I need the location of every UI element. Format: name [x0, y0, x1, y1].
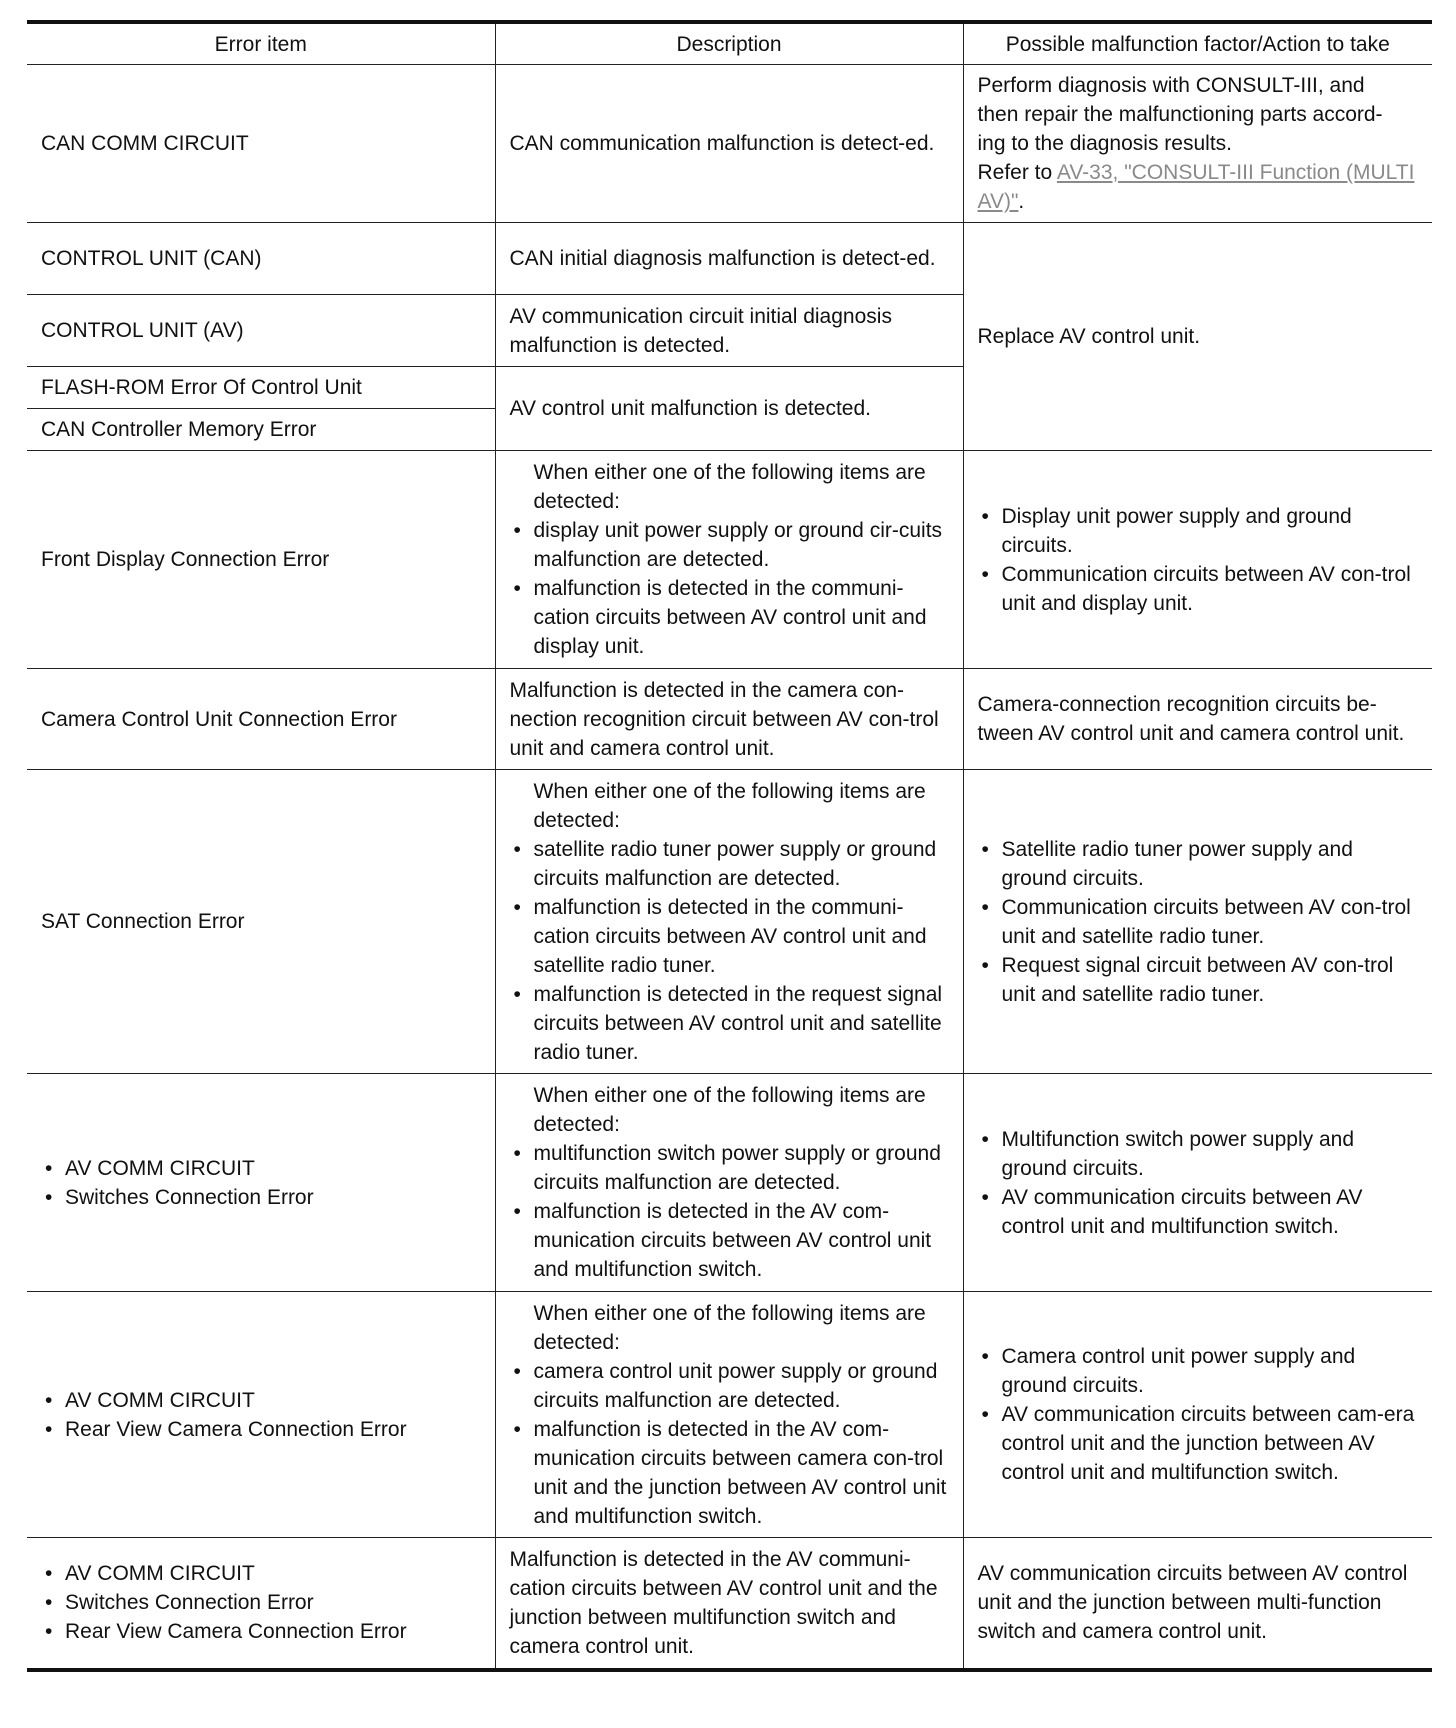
list-item: • display unit power supply or ground cir-cuits malfunction are detected.: [510, 516, 949, 574]
list-item: • AV communication circuits between AV control unit and multifunction switch.: [978, 1183, 1419, 1241]
refer-suffix: .: [1018, 190, 1025, 213]
action-cell: AV communication circuits between AV control unit and the junction between multi-function switch and camera control unit.: [963, 1538, 1432, 1670]
column-header-error-item: Error item: [27, 22, 495, 65]
description-cell: [495, 1292, 963, 1538]
description-intro: When either one of the following items are detected:: [533, 1084, 926, 1136]
consult-function-link[interactable]: AV-33, "CONSULT-III Function (MULTI AV)": [977, 161, 1415, 213]
description-bullets: [510, 516, 949, 661]
action-bullets: [978, 502, 1419, 618]
table-row: [27, 223, 1432, 295]
action-cell: [963, 1292, 1432, 1538]
action-bullets: [978, 1125, 1419, 1241]
header-row: [27, 22, 1432, 65]
description-intro: When either one of the following items are detected:: [533, 461, 926, 513]
list-item: • Communication circuits between AV con-trol unit and satellite radio tuner.: [978, 893, 1419, 951]
error-item-cell: SAT Connection Error: [27, 770, 495, 1074]
list-item: • AV communication circuits between cam-era control unit and the junction between AV control unit and multifunction switch.: [978, 1400, 1419, 1487]
refer-line: [978, 158, 1419, 216]
action-cell: [963, 770, 1432, 1074]
list-item: • malfunction is detected in the communi-cation circuits between AV control unit and satellite radio tuner.: [510, 893, 949, 980]
description-cell-av-unit-malfunction: AV control unit malfunction is detected.: [495, 367, 963, 451]
description-cell: [495, 451, 963, 669]
error-item-cell: FLASH-ROM Error Of Control Unit: [27, 367, 495, 409]
action-bullets: [978, 1342, 1419, 1487]
error-item-cell: Camera Control Unit Connection Error: [27, 669, 495, 770]
table-row: [27, 1074, 1432, 1292]
error-item-cell: [27, 1074, 495, 1292]
list-item: • Rear View Camera Connection Error: [41, 1617, 481, 1646]
action-line: ing to the diagnosis results.: [977, 132, 1232, 155]
description-cell: CAN communication malfunction is detect-ed.: [495, 65, 963, 223]
description-bullets: [510, 1139, 949, 1284]
list-item: • Multifunction switch power supply and ground circuits.: [978, 1125, 1419, 1183]
list-item: • malfunction is detected in the AV com-munication circuits between AV control unit and multifunction switch.: [510, 1197, 949, 1284]
table-row: [27, 770, 1432, 1074]
error-table: [27, 20, 1432, 1672]
description-cell: AV communication circuit initial diagnosis malfunction is detected.: [495, 295, 963, 367]
error-item-cell: CONTROL UNIT (CAN): [27, 223, 495, 295]
description-cell: Malfunction is detected in the camera con-nection recognition circuit between AV con-trol unit and camera control unit.: [495, 669, 963, 770]
description-intro: When either one of the following items are detected:: [533, 1301, 926, 1354]
table-row: [27, 669, 1432, 770]
list-item: • Switches Connection Error: [41, 1588, 481, 1617]
error-item-cell: Front Display Connection Error: [27, 451, 495, 669]
list-item: • AV COMM CIRCUIT: [41, 1386, 481, 1415]
description-cell: Malfunction is detected in the AV communi-cation circuits between AV control unit and the junction between multifunction switch and camera control unit.: [495, 1538, 963, 1670]
list-item: • malfunction is detected in the communi-cation circuits between AV control unit and display unit.: [510, 574, 949, 661]
error-item-cell: CAN Controller Memory Error: [27, 409, 495, 451]
list-item: • AV COMM CIRCUIT: [41, 1154, 481, 1183]
error-item-bullets: [41, 1386, 481, 1444]
list-item: • malfunction is detected in the AV com-munication circuits between camera con-trol unit and the junction between AV control unit and multifunction switch.: [510, 1415, 949, 1531]
column-header-description: Description: [495, 22, 963, 65]
list-item: • Switches Connection Error: [41, 1183, 481, 1212]
error-item-cell: [27, 1292, 495, 1538]
list-item: • malfunction is detected in the request signal circuits between AV control unit and satellite radio tuner.: [510, 980, 949, 1067]
table-row: [27, 451, 1432, 669]
list-item: • Camera control unit power supply and ground circuits.: [978, 1342, 1419, 1400]
action-cell: [963, 65, 1432, 223]
action-cell: [963, 1074, 1432, 1292]
error-item-cell: [27, 1538, 495, 1670]
list-item: • Satellite radio tuner power supply and ground circuits.: [978, 835, 1419, 893]
list-item: • satellite radio tuner power supply or ground circuits malfunction are detected.: [510, 835, 949, 893]
table-row: [27, 1292, 1432, 1538]
list-item: • Rear View Camera Connection Error: [41, 1415, 481, 1444]
table-row: [27, 1538, 1432, 1670]
description-cell: CAN initial diagnosis malfunction is detect-ed.: [495, 223, 963, 295]
refer-prefix: Refer to: [977, 161, 1057, 184]
description-intro: When either one of the following items are detected:: [533, 779, 926, 832]
list-item: • camera control unit power supply or ground circuits malfunction are detected.: [510, 1357, 949, 1415]
action-cell: Camera-connection recognition circuits be-tween AV control unit and camera control unit.: [963, 669, 1432, 770]
table-row: [27, 65, 1432, 223]
column-header-action: Possible malfunction factor/Action to take: [963, 22, 1432, 65]
action-line: Perform diagnosis with CONSULT-III, and: [977, 74, 1365, 97]
error-item-bullets: [41, 1154, 481, 1212]
description-cell: [495, 1074, 963, 1292]
error-item-cell: CONTROL UNIT (AV): [27, 295, 495, 367]
list-item: • Display unit power supply and ground circuits.: [978, 502, 1419, 560]
list-item: • AV COMM CIRCUIT: [41, 1559, 481, 1588]
list-item: • multifunction switch power supply or ground circuits malfunction are detected.: [510, 1139, 949, 1197]
error-item-cell: CAN COMM CIRCUIT: [27, 65, 495, 223]
description-cell: [495, 770, 963, 1074]
action-bullets: [978, 835, 1419, 1009]
description-bullets: [510, 1357, 949, 1531]
list-item: • Request signal circuit between AV con-trol unit and satellite radio tuner.: [978, 951, 1419, 1009]
action-line: then repair the malfunctioning parts accord-: [977, 103, 1383, 126]
list-item: • Communication circuits between AV con-trol unit and display unit.: [978, 560, 1419, 618]
action-cell-replace-av-control-unit: Replace AV control unit.: [963, 223, 1432, 451]
error-item-bullets: [41, 1559, 481, 1646]
action-cell: [963, 451, 1432, 669]
description-bullets: [510, 835, 949, 1067]
